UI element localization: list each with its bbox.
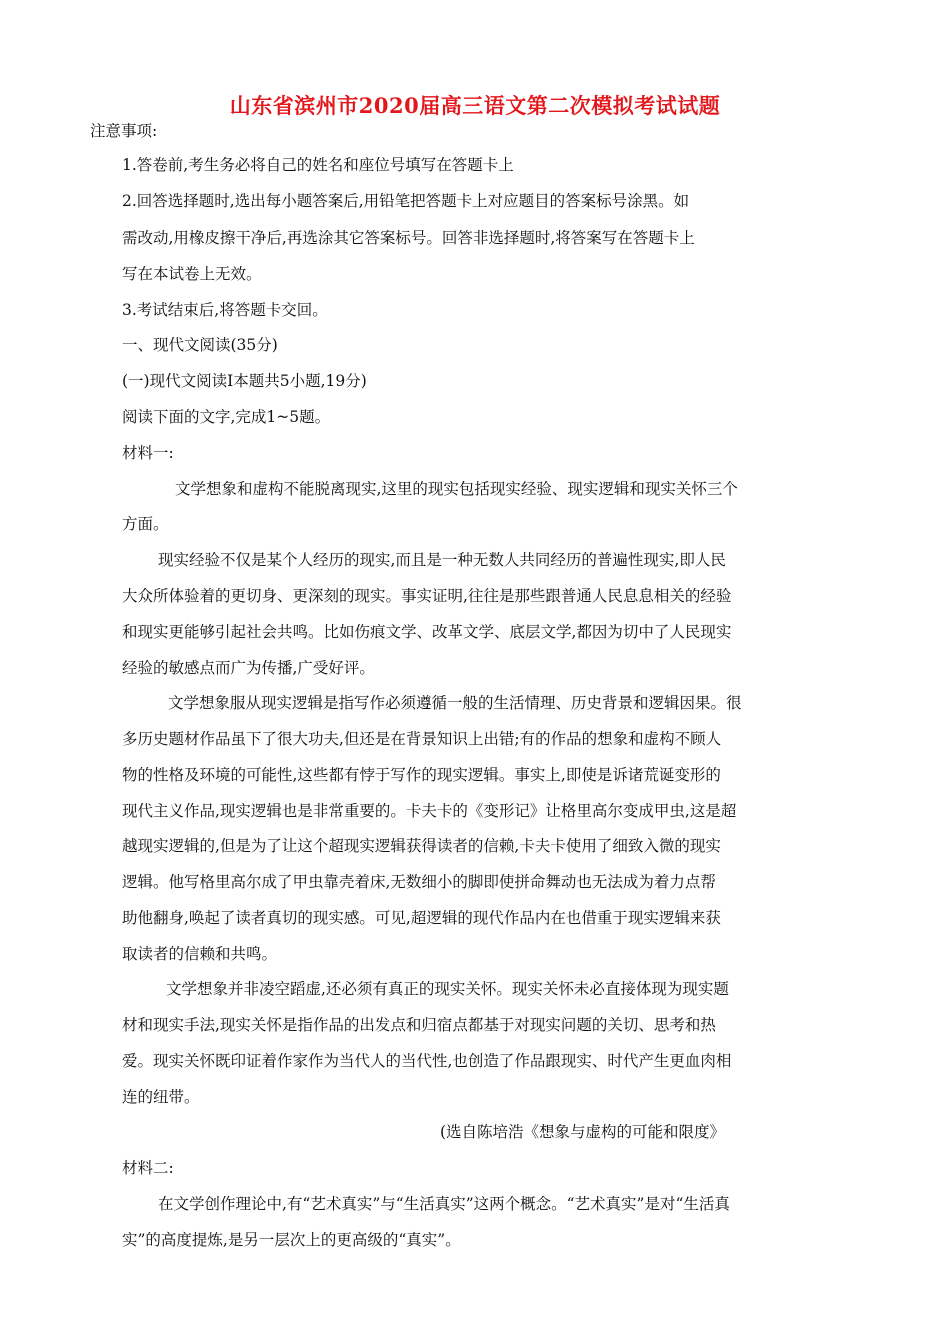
material-2-paragraph-1-line-1: 在文学创作理论中,有“艺术真实”与“生活真实”这两个概念。“艺术真实”是对“生活真	[158, 1195, 730, 1213]
material-1-paragraph-4-line-2: 材和现实手法,现实关怀是指作品的出发点和归宿点都基于对现实问题的关切、思考和热	[122, 1016, 716, 1034]
notice-item-1: 1.答卷前,考生务必将自己的姓名和座位号填写在答题卡上	[122, 156, 514, 174]
material-1-paragraph-3-line-5: 越现实逻辑的,但是为了让这个超现实逻辑获得读者的信赖,卡夫卡使用了细致入微的现实	[122, 837, 721, 855]
material-1-source: (选自陈培浩《想象与虚构的可能和限度》	[440, 1123, 726, 1141]
material-1-paragraph-4-line-3: 爱。现实关怀既印证着作家作为当代人的当代性,也创造了作品跟现实、时代产生更血肉相	[122, 1052, 732, 1070]
material-1-paragraph-2-line-2: 大众所体验着的更切身、更深刻的现实。事实证明,往往是那些跟普通人民息息相关的经验	[122, 587, 732, 605]
material-1-paragraph-3-line-4: 现代主义作品,现实逻辑也是非常重要的。卡夫卡的《变形记》让格里高尔变成甲虫,这是超	[122, 802, 737, 820]
notice-item-3: 3.考试结束后,将答题卡交回。	[122, 301, 328, 319]
material-1-paragraph-2-line-4: 经验的敏感点而广为传播,广受好评。	[122, 659, 375, 677]
notice-item-2-line-1: 2.回答选择题时,选出每小题答案后,用铅笔把答题卡上对应题目的答案标号涂黑。如	[122, 192, 690, 210]
material-1-paragraph-1-line-2: 方面。	[122, 515, 169, 533]
section-subheading: (一)现代文阅读Ⅰ本题共5小题,19分)	[122, 372, 367, 390]
exam-title: 山东省滨州市2020届高三语文第二次模拟考试试题	[229, 93, 721, 118]
material-1-paragraph-3-line-8: 取读者的信赖和共鸣。	[122, 945, 278, 963]
material-1-paragraph-4-line-1: 文学想象并非凌空蹈虚,还必须有真正的现实关怀。现实关怀未必直接体现为现实题	[166, 980, 729, 998]
reading-instruction: 阅读下面的文字,完成1~5题。	[122, 408, 331, 426]
material-2-paragraph-1-line-2: 实”的高度提炼,是另一层次上的更高级的“真实”。	[122, 1231, 461, 1249]
material-1-paragraph-3-line-7: 助他翻身,唤起了读者真切的现实感。可见,超逻辑的现代作品内在也借重于现实逻辑来获	[122, 909, 721, 927]
section-heading: 一、现代文阅读(35分)	[122, 336, 278, 354]
material-2-label: 材料二:	[122, 1159, 174, 1177]
material-1-paragraph-3-line-2: 多历史题材作品虽下了很大功夫,但还是在背景知识上出错;有的作品的想象和虚构不顾人	[122, 730, 722, 748]
notice-item-2-line-3: 写在本试卷上无效。	[122, 265, 262, 283]
material-1-paragraph-3-line-6: 逻辑。他写格里高尔成了甲虫靠壳着床,无数细小的脚即使拼命舞动也无法成为着力点帮	[122, 873, 716, 891]
notice-item-2-line-2: 需改动,用橡皮擦干净后,再选涂其它答案标号。回答非选择题时,将答案写在答题卡上	[122, 229, 695, 247]
material-1-paragraph-1-line-1: 文学想象和虚构不能脱离现实,这里的现实包括现实经验、现实逻辑和现实关怀三个	[175, 480, 738, 498]
material-1-paragraph-3-line-3: 物的性格及环境的可能性,这些都有悖于写作的现实逻辑。事实上,即使是诉诸荒诞变形的	[122, 766, 721, 784]
material-1-paragraph-2-line-1: 现实经验不仅是某个人经历的现实,而且是一种无数人共同经历的普遍性现实,即人民	[158, 551, 726, 569]
material-1-paragraph-4-line-4: 连的纽带。	[122, 1088, 200, 1106]
material-1-paragraph-2-line-3: 和现实更能够引起社会共鸣。比如伤痕文学、改革文学、底层文学,都因为切中了人民现实	[122, 623, 732, 641]
material-1-paragraph-3-line-1: 文学想象服从现实逻辑是指写作必须遵循一般的生活情理、历史背景和逻辑因果。很	[168, 694, 742, 712]
material-1-label: 材料一:	[122, 444, 174, 462]
notice-heading: 注意事项:	[90, 122, 158, 140]
